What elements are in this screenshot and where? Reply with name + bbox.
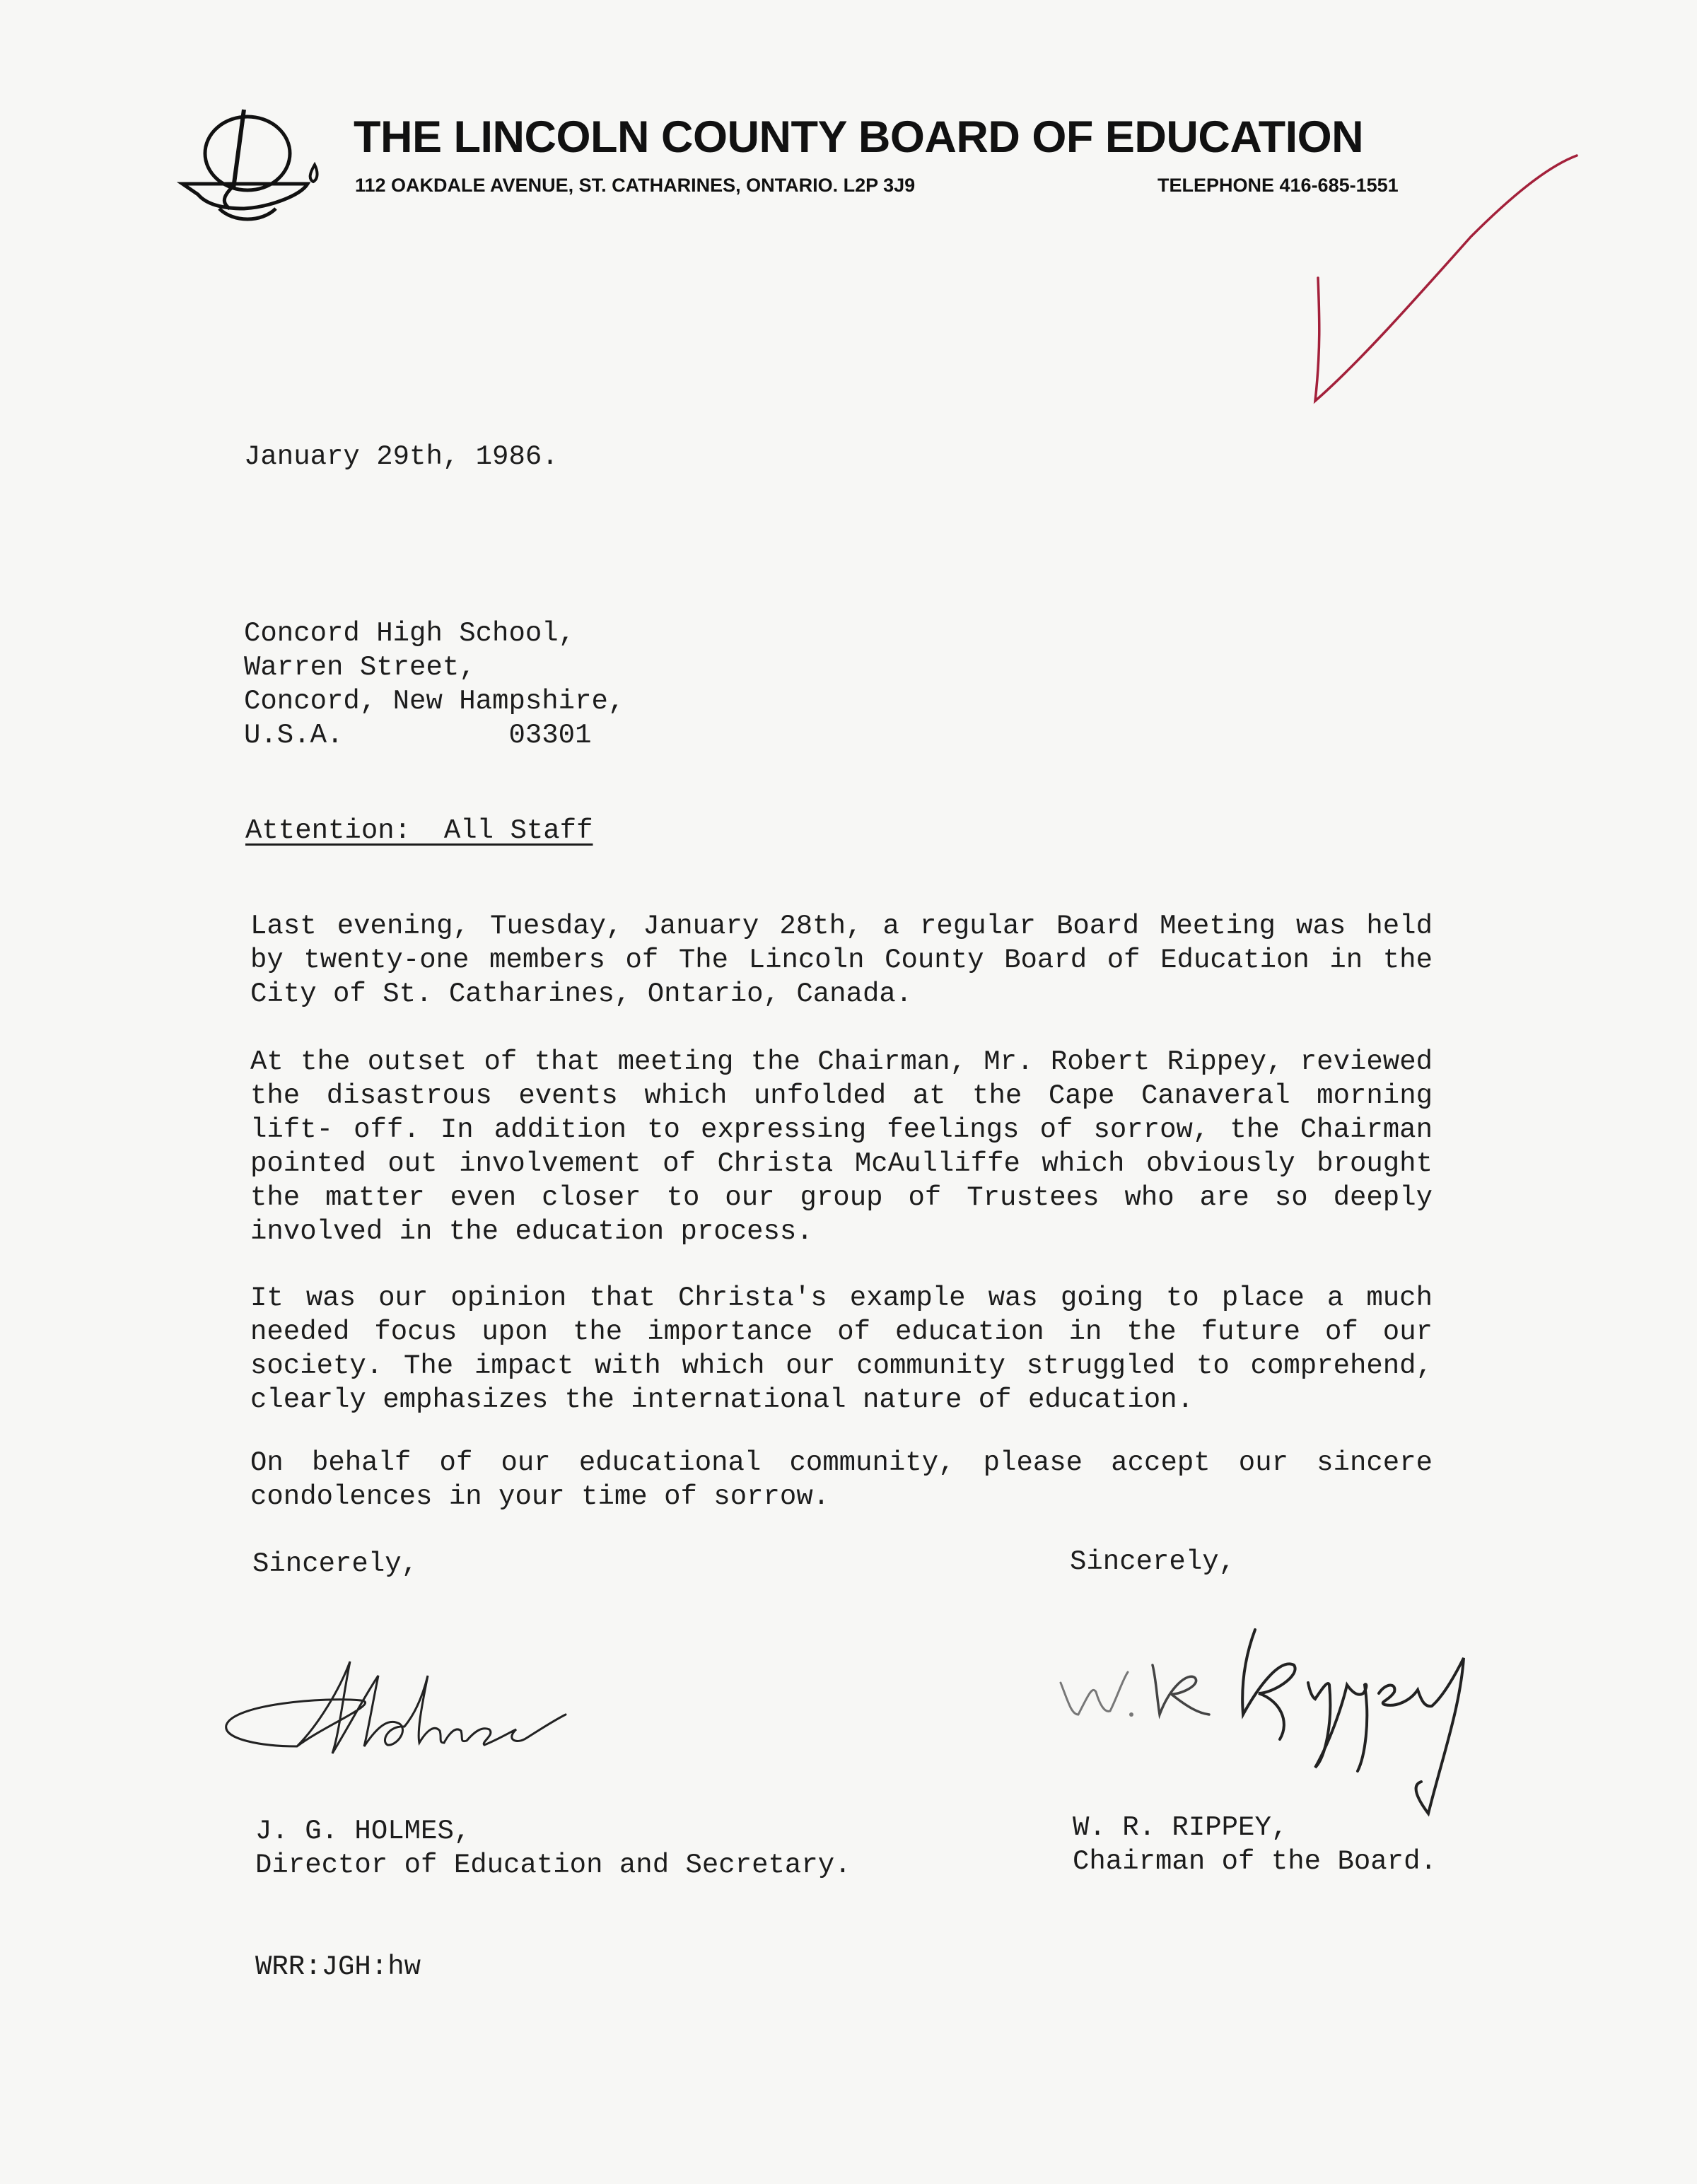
- recipient-line: Concord, New Hampshire,: [244, 686, 625, 717]
- lamp-logo-icon: [177, 103, 325, 226]
- signatory-right-title: Chairman of the Board.: [1073, 1846, 1437, 1877]
- recipient-address: [244, 617, 624, 752]
- closing-right: Sincerely,: [1070, 1546, 1236, 1577]
- attention-line: Attention: All Staff: [245, 815, 593, 846]
- recipient-line: Warren Street,: [244, 652, 476, 683]
- organization-address: 112 OAKDALE AVENUE, ST. CATHARINES, ONTARIO. L2P 3J9: [355, 175, 916, 196]
- checkmark-icon: [1287, 152, 1584, 414]
- recipient-line: Concord High School,: [244, 618, 576, 649]
- signature-holmes: [219, 1647, 573, 1768]
- signatory-right: [1073, 1811, 1437, 1879]
- letter-date: January 29th, 1986.: [244, 441, 559, 472]
- organization-telephone: TELEPHONE 416-685-1551: [1157, 175, 1399, 196]
- signatory-left: [255, 1814, 851, 1882]
- signature-rippey: [1046, 1616, 1485, 1821]
- signatory-left-title: Director of Education and Secretary.: [255, 1850, 851, 1881]
- body-paragraph: It was our opinion that Christa's example was going to place a much needed focus upon the importance of education in the future of our society. The impact with which our community struggled to comprehend, clearly emphasizes the international nature of education.: [250, 1283, 1433, 1415]
- body-paragraph: At the outset of that meeting the Chairman, Mr. Robert Rippey, reviewed the disastrous events which unfolded at the Cape Canaveral morning lift- off. In addition to expressing feelings of sorrow, the Chairman pointed out involvement of Christa McAulliffe which obviously brought the matter even closer to our group of Trustees who are so deeply involved in the education process.: [250, 1046, 1433, 1247]
- body-paragraph: On behalf of our educational community, please accept our sincere condolences in your time of sorrow.: [250, 1447, 1433, 1512]
- closing-left: Sincerely,: [252, 1548, 419, 1579]
- organization-name: THE LINCOLN COUNTY BOARD OF EDUCATION: [354, 112, 1364, 162]
- recipient-line: U.S.A. 03301: [244, 720, 592, 751]
- body-paragraph: Last evening, Tuesday, January 28th, a regular Board Meeting was held by twenty-one members of The Lincoln County Board of Education in the City of St. Catharines, Ontario, Canada.: [250, 911, 1433, 1010]
- signatory-right-name: W. R. RIPPEY,: [1073, 1812, 1288, 1843]
- reference-initials: WRR:JGH:hw: [255, 1951, 421, 1982]
- signatory-left-name: J. G. HOLMES,: [255, 1816, 471, 1847]
